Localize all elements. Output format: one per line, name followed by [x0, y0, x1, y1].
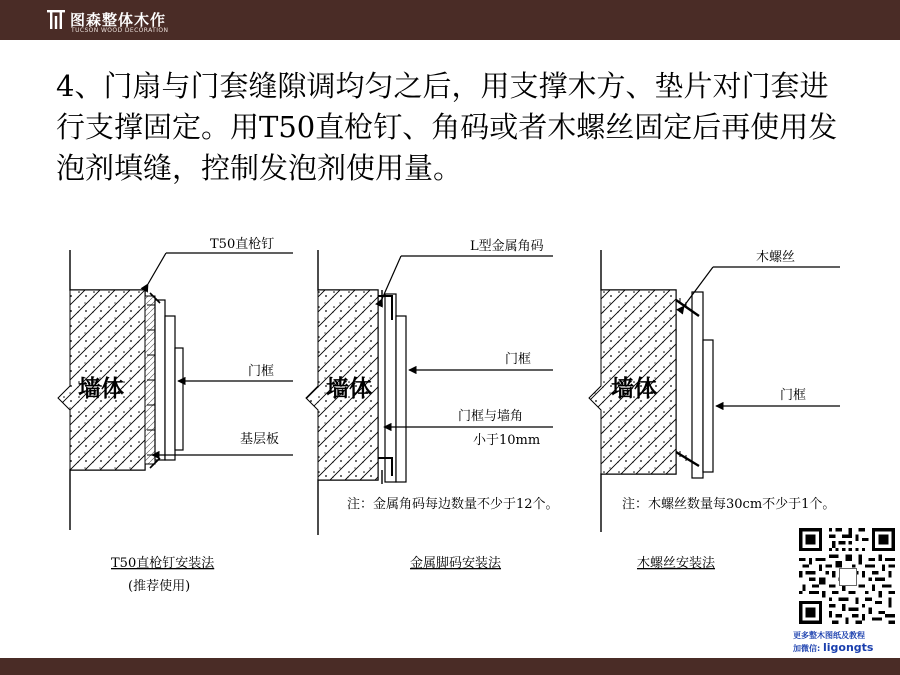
- promo-prefix: 加微信:: [793, 644, 823, 653]
- callout-gap: 门框与墙角: [458, 409, 524, 424]
- caption-bracket-method: 金属脚码安装法: [410, 556, 502, 571]
- callout-t50-nail: T50直枪钉: [210, 237, 275, 252]
- callout-wood-screw: 木螺丝: [756, 250, 796, 265]
- door-frame-outer-2: [396, 316, 406, 482]
- wall-label-3: 墙体: [611, 375, 657, 402]
- door-frame-trim-1: [175, 348, 183, 450]
- caption-recommended: (推荐使用): [128, 579, 191, 594]
- caption-screw-method: 木螺丝安装法: [637, 556, 716, 571]
- note-screw-count: 注：木螺丝数量每30cm不少于1个。: [622, 497, 836, 512]
- promo-line-1: 更多整木图纸及教程: [793, 631, 865, 640]
- door-frame-inner-1: [155, 300, 165, 460]
- promo-wechat-handle[interactable]: ligongts: [822, 641, 874, 654]
- intro-paragraph: 4、门扇与门套缝隙调均匀之后，用支撑木方、垫片对门套进行支撑固定。用T50直枪钉、角码或者木螺丝固定后再使用发泡剂填缝，控制发泡剂使用量。: [56, 69, 838, 185]
- door-frame-install-diagrams: [0, 215, 900, 615]
- qr-center-badge-icon: [839, 568, 857, 586]
- diagram-l-bracket: [306, 238, 559, 571]
- callout-door-frame-2: 门框: [505, 352, 532, 367]
- promo-caption: [793, 630, 900, 655]
- note-bracket-count: 注：金属角码每边数量不少于12个。: [347, 497, 559, 512]
- brand-name-cn: 图森整体木作: [70, 11, 167, 29]
- wall-label-2: 墙体: [326, 375, 372, 402]
- callout-l-bracket: L型金属角码: [470, 239, 544, 254]
- door-frame-outer-1: [165, 316, 175, 460]
- callout-door-frame-1: 门框: [248, 364, 275, 379]
- brand-name-en: TUCSON WOOD DECORATION: [71, 27, 169, 34]
- callout-door-frame-3: 门框: [780, 388, 807, 403]
- door-frame-inner-2: [385, 294, 396, 482]
- brand-mark-icon: [46, 8, 66, 32]
- wall-label-1: 墙体: [78, 375, 124, 402]
- callout-base-board: 基层板: [240, 432, 280, 447]
- door-frame-inner-3: [692, 292, 703, 478]
- diagram-wood-screw: [589, 249, 840, 571]
- header-bar: [0, 0, 900, 40]
- promo-line-2: [793, 641, 900, 655]
- diagram-t50-nail: [58, 236, 293, 594]
- door-frame-outer-3: [703, 340, 713, 472]
- callout-gap-limit: 小于10mm: [473, 433, 541, 448]
- footer-bar: [0, 658, 900, 675]
- caption-t50-method: T50直枪钉安装法: [111, 556, 215, 571]
- brand-logo: [46, 8, 196, 36]
